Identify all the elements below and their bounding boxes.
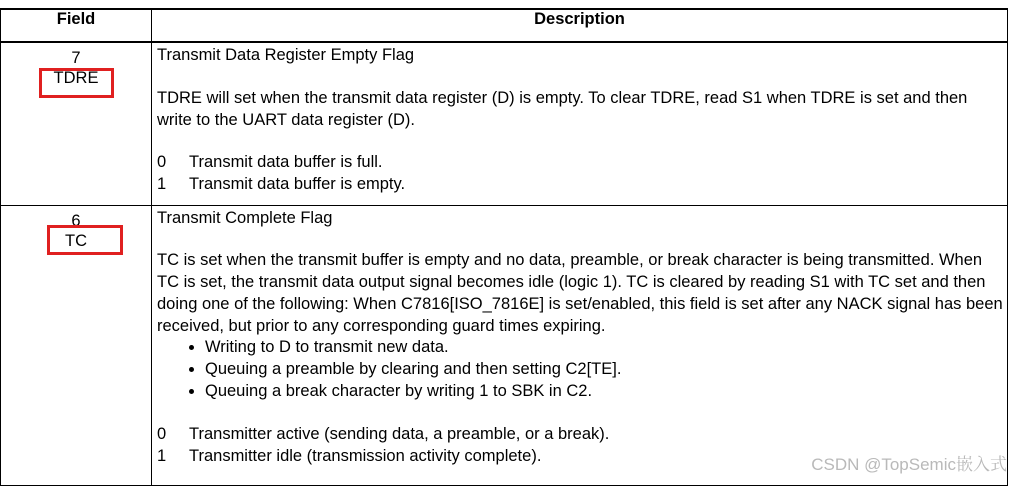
value-code: 0: [157, 424, 167, 443]
value-code: 0: [157, 153, 167, 172]
value-code: 1: [157, 446, 167, 465]
table-header-row: [1, 9, 1008, 42]
highlight-box: [47, 225, 123, 255]
value-row: [157, 152, 1003, 174]
register-field-table: [0, 8, 1008, 486]
list-item: • Writing to D to transmit new data.: [205, 337, 1003, 359]
value-description: Transmit data buffer is empty.: [189, 175, 406, 194]
field-description: TC is set when the transmit buffer is empty and no data, preamble, or break character is being transmitted. When TC is set, the transmit data output signal becomes idle (logic 1). TC is cleared by reading S1 with TC set and then doing one of the following: When C7816[ISO_7816E] is set/enabled, this field is set after any NACK signal has been received, but prior to any corresponding guard times expiring.: [157, 251, 1003, 335]
field-name: TDRE: [53, 69, 99, 87]
field-column-header: Field: [1, 9, 152, 42]
bit-number: 6: [71, 211, 81, 230]
description-cell-tc: [152, 205, 1008, 485]
field-title: Transmit Complete Flag: [157, 208, 333, 227]
bullet-list: [157, 337, 1003, 402]
list-item: • Queuing a break character by writing 1 to SBK in C2.: [205, 381, 1003, 403]
highlight-box: [39, 68, 114, 98]
value-code: 1: [157, 175, 167, 194]
field-title: Transmit Data Register Empty Flag: [157, 46, 415, 64]
description-column-header: Description: [152, 9, 1008, 42]
field-description: TDRE will set when the transmit data register (D) is empty. To clear TDRE, read S1 when TDRE is set and then write to the UART data register (D).: [157, 88, 968, 129]
field-name: TC: [65, 231, 87, 250]
value-row: [157, 174, 1003, 196]
value-description: Transmit data buffer is full.: [189, 153, 383, 172]
bit-number: 7: [71, 49, 81, 67]
value-description: Transmitter active (sending data, a preamble, or a break).: [189, 424, 610, 443]
list-item: • Queuing a preamble by clearing and then setting C2[TE].: [205, 359, 1003, 381]
table-row: [1, 42, 1008, 205]
description-cell-tdre: [152, 42, 1008, 205]
table-row: [1, 205, 1008, 485]
value-row: [157, 424, 1003, 446]
field-cell-tc: [1, 205, 152, 485]
field-cell-tdre: [1, 42, 152, 205]
value-description: Transmitter idle (transmission activity complete).: [189, 446, 542, 465]
watermark-text: CSDN @TopSemic嵌入式: [811, 455, 1007, 474]
